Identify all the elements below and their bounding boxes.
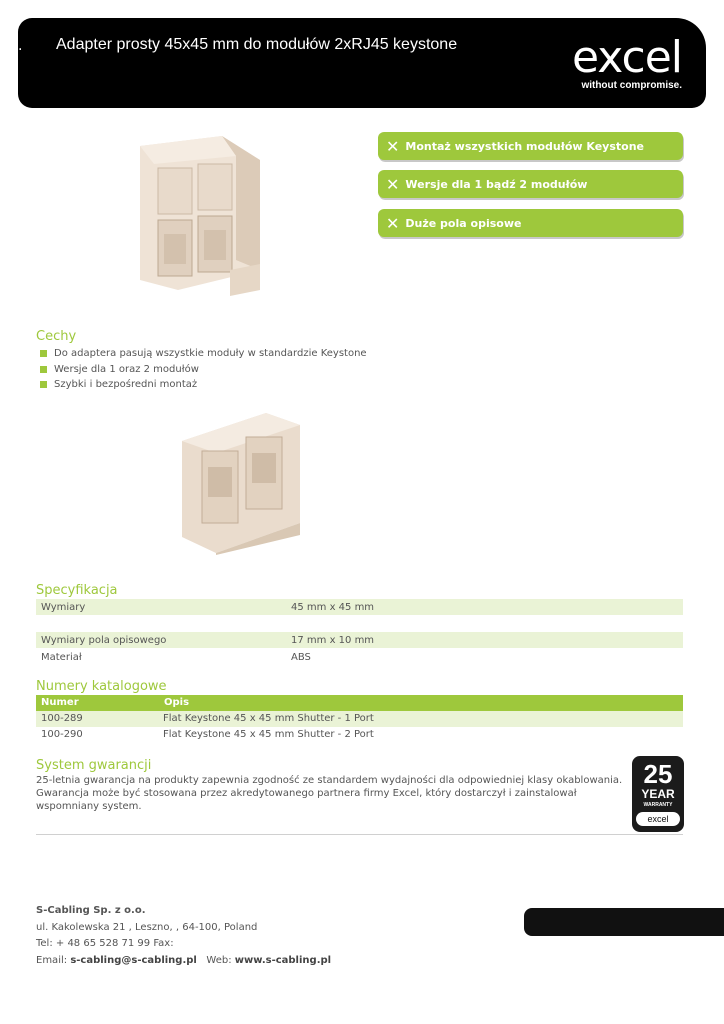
table-row: 100-289 Flat Keystone 45 x 45 mm Shutter - 1 Port xyxy=(36,711,683,727)
check-icon: ✕ xyxy=(386,213,400,233)
badge-warranty: WARRANTY xyxy=(643,802,673,808)
table-row: Materiał ABS xyxy=(41,651,311,663)
check-icon: ✕ xyxy=(386,136,400,156)
excel-logo xyxy=(572,34,682,91)
catalog-heading: Numery katalogowe xyxy=(36,679,167,694)
table-row: Wymiary 45 mm x 45 mm xyxy=(36,599,683,615)
column-header: Numer xyxy=(41,697,79,708)
catalog-header-row xyxy=(36,695,683,711)
page-header xyxy=(18,18,706,108)
footer-bar xyxy=(524,908,724,936)
bullet-icon xyxy=(40,366,47,373)
feature-module-versions xyxy=(378,170,683,198)
feature-label: Wersje dla 1 bądź 2 modułów xyxy=(405,177,588,191)
web-link[interactable]: www.s-cabling.pl xyxy=(234,954,332,966)
bullet-icon xyxy=(40,350,47,357)
footer-contact xyxy=(36,903,331,969)
page-title: Adapter prosty 45x45 mm do modułów 2xRJ45 keystone xyxy=(56,36,458,53)
list-item: Szybki i bezpośredni montaż xyxy=(40,377,367,393)
warranty-heading: System gwarancji xyxy=(36,758,152,773)
divider xyxy=(36,834,683,835)
badge-logo: excel xyxy=(636,812,680,826)
product-image-front xyxy=(118,130,268,300)
company-address: ul. Kakolewska 21 , Leszno, , 64-100, Poland xyxy=(36,921,258,933)
email-link[interactable]: s-cabling@s-cabling.pl xyxy=(70,954,197,966)
features-heading: Cechy xyxy=(36,329,77,344)
header-bullet: . xyxy=(18,38,23,54)
features-list xyxy=(40,346,367,393)
warranty-badge xyxy=(632,756,684,832)
bullet-icon xyxy=(40,381,47,388)
company-name: S-Cabling Sp. z o.o. xyxy=(36,905,146,916)
company-phone: Tel: + 48 65 528 71 99 Fax: xyxy=(36,938,174,949)
check-icon: ✕ xyxy=(386,174,400,194)
spec-heading: Specyfikacja xyxy=(36,583,118,598)
feature-label: Montaż wszystkich modułów Keystone xyxy=(405,139,644,153)
list-item: Wersje dla 1 oraz 2 modułów xyxy=(40,362,367,378)
feature-label-fields xyxy=(378,209,683,237)
table-row: Wymiary pola opisowego 17 mm x 10 mm xyxy=(36,632,683,648)
company-contact-line: Email: s-cabling@s-cabling.pl Web: www.s-cabling.pl xyxy=(36,954,332,966)
badge-year: YEAR xyxy=(641,787,675,801)
warranty-text: 25-letnia gwarancja na produkty zapewnia zgodność ze standardem wydajności dla odpowiedniej klasy okablowania. Gwarancja może być stosowana przez akredytowanego partnera firmy Excel, który dostarczył i zainstalował wspomniany system. xyxy=(36,775,623,812)
feature-label: Duże pola opisowe xyxy=(405,216,522,230)
table-row: 100-290 Flat Keystone 45 x 45 mm Shutter - 2 Port xyxy=(41,729,374,740)
logo-tagline: without compromise. xyxy=(581,80,682,91)
logo-word: excel xyxy=(571,32,682,83)
badge-number: 25 xyxy=(643,759,673,789)
list-item: Do adaptera pasują wszystkie moduły w standardzie Keystone xyxy=(40,346,367,362)
feature-keystone-mount xyxy=(378,132,683,160)
column-header: Opis xyxy=(164,697,190,708)
product-image-back xyxy=(176,405,306,555)
